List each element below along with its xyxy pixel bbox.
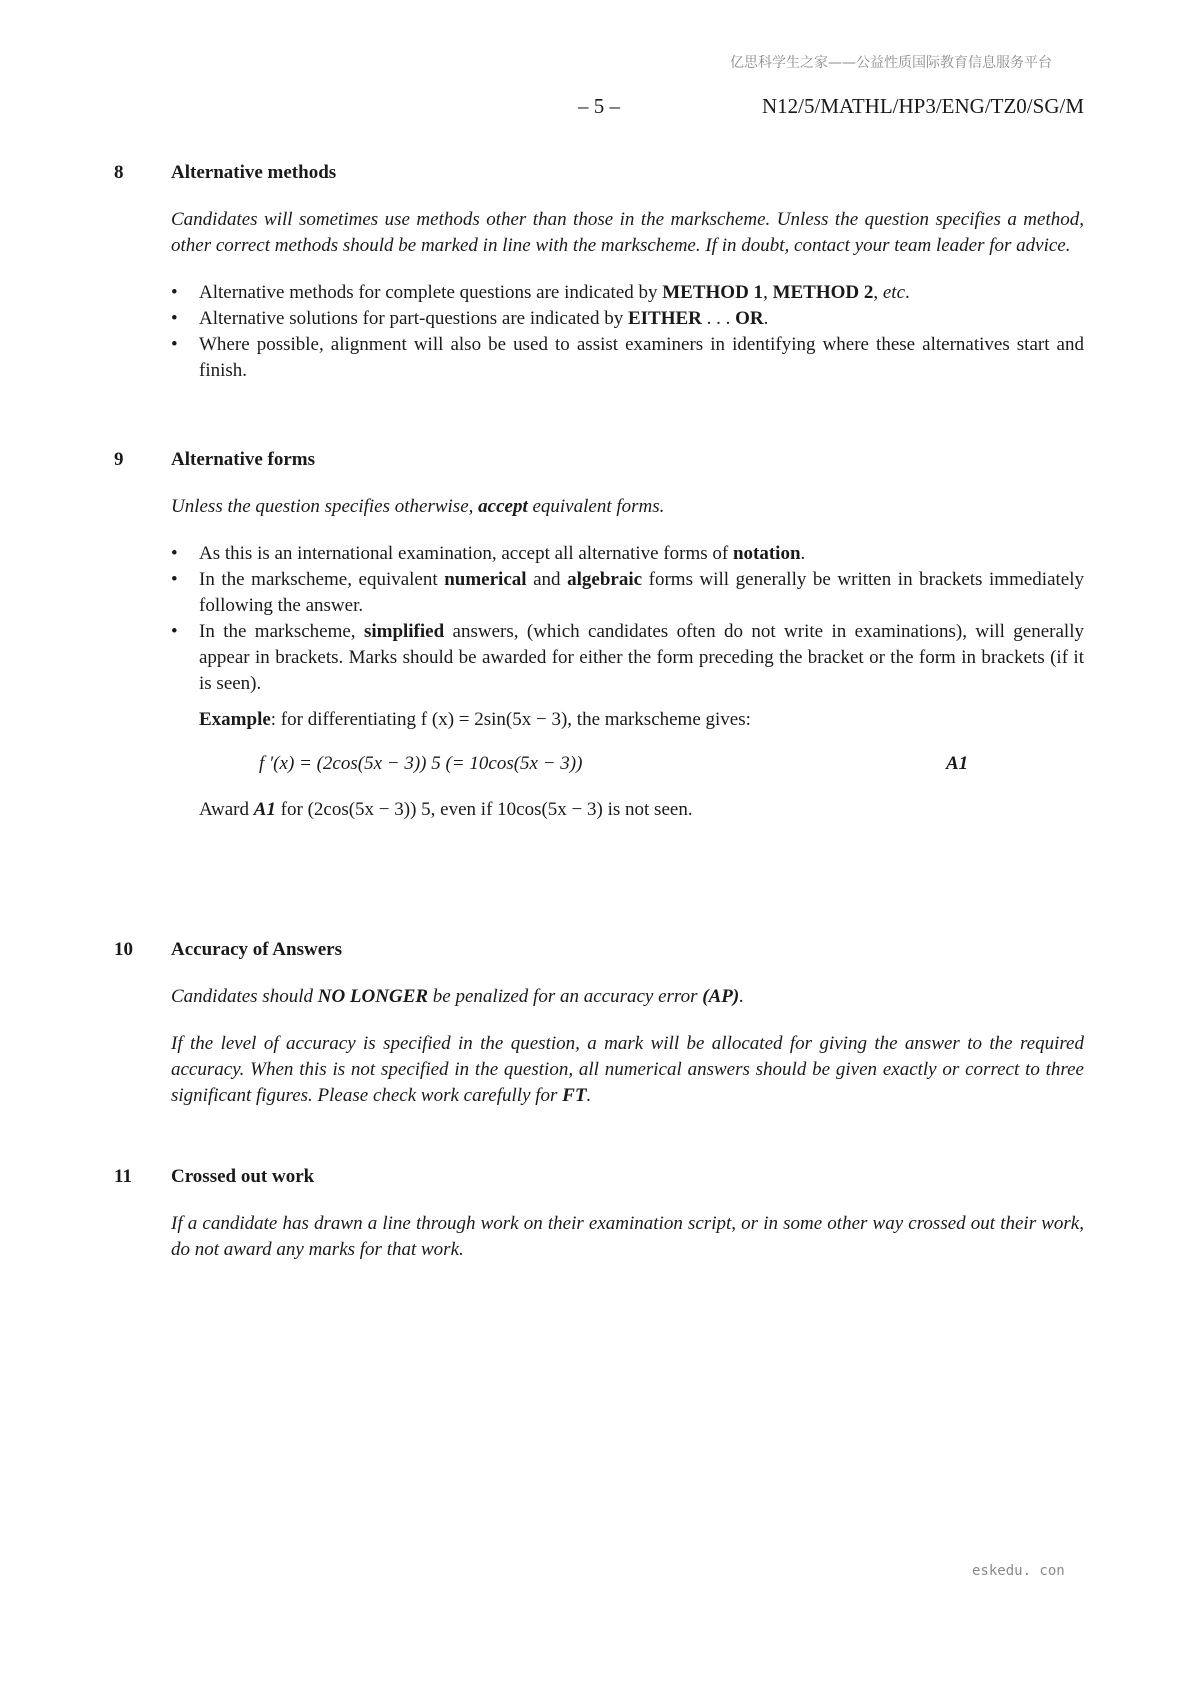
section-paragraph: Candidates should NO LONGER be penalized for an accuracy error (AP).: [171, 986, 744, 1007]
watermark-top: 亿思科学生之家——公益性质国际教育信息服务平台: [730, 55, 1052, 71]
bullet-list: [171, 541, 1084, 697]
section-intro: Unless the question specifies otherwise, accept equivalent forms.: [171, 496, 665, 517]
section-heading: [114, 937, 1084, 963]
section-9: [114, 447, 1084, 823]
list-item: • In the markscheme, equivalent numerical and algebraic forms will generally be written in brackets immediately following the answer.: [171, 569, 1084, 616]
derivative-row: [114, 751, 1084, 781]
section-paragraph: If a candidate has drawn a line through work on their examination script, or in some other way crossed out their work, do not award any marks for that work.: [171, 1213, 1084, 1260]
page-number: – 5 –: [578, 94, 620, 118]
mark-label: A1: [946, 753, 969, 774]
section-heading: [114, 1164, 1084, 1190]
list-item: • Alternative methods for complete questions are indicated by METHOD 1, METHOD 2, etc.: [171, 282, 910, 303]
list-item: • Where possible, alignment will also be used to assist examiners in identifying where these alternatives start and finish.: [171, 334, 1084, 381]
list-item: • Alternative solutions for part-questions are indicated by EITHER . . . OR.: [171, 308, 769, 329]
section-title: Crossed out work: [171, 1166, 315, 1187]
example-line: Example: for differentiating f (x) = 2sin(5x − 3), the markscheme gives:: [199, 709, 751, 730]
section-paragraph: If the level of accuracy is specified in the question, a mark will be allocated for giving the answer to the required accuracy. When this is not specified in the question, all numerical answers should be given exactly or correct to three significant figures. Please check work carefully for FT.: [171, 1033, 1084, 1106]
section-number: 10: [114, 939, 133, 960]
section-10: [114, 937, 1084, 1109]
section-8: [114, 160, 1084, 384]
section-heading: [114, 447, 1084, 473]
award-line: Award A1 for (2cos(5x − 3)) 5, even if 10cos(5x − 3) is not seen.: [199, 799, 693, 820]
list-item: • In the markscheme, simplified answers, (which candidates often do not write in examinations), will generally appear in brackets. Marks should be awarded for either the form preceding the bracket or the form in brackets (if it is seen).: [171, 621, 1084, 694]
section-number: 8: [114, 162, 124, 183]
section-number: 9: [114, 449, 124, 470]
section-title: Alternative forms: [171, 449, 316, 470]
derivative-expression: f ′(x) = (2cos(5x − 3)) 5 (= 10cos(5x − 3)): [259, 753, 583, 774]
bullet-list: [171, 280, 1084, 384]
list-item: • As this is an international examination, accept all alternative forms of notation.: [171, 543, 806, 564]
section-intro: Candidates will sometimes use methods other than those in the markscheme. Unless the question specifies a method, other correct methods should be marked in line with the markscheme. If in doubt, contact your team leader for advice.: [171, 209, 1084, 256]
watermark-bottom: eskedu. con: [972, 1563, 1065, 1579]
section-number: 11: [114, 1166, 132, 1187]
section-11: [114, 1164, 1084, 1263]
document-code: N12/5/MATHL/HP3/ENG/TZ0/SG/M: [761, 94, 1084, 118]
example-function: f (x) = 2sin(5x − 3): [420, 709, 568, 730]
section-title: Accuracy of Answers: [171, 939, 342, 960]
section-title: Alternative methods: [171, 162, 337, 183]
section-heading: [114, 160, 1084, 186]
